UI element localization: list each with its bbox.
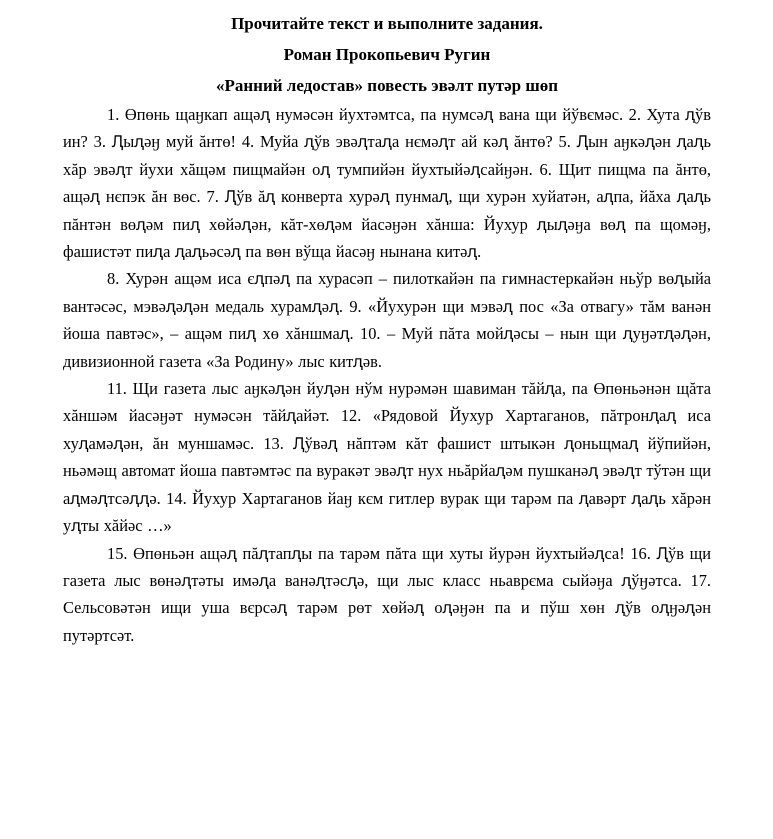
author-name: Роман Прокопьевич Ругин — [283, 45, 491, 64]
paragraph-4: 15. Өпөньән ащәԯ пăԯтапԯы па тарәм пăта щи хуты йурән йухтыйәԯса! 16. Ԯўв щи газета лыс вөнәԯтәты имәԯа ванәԯтәсԯә, щи лыс класс ньаврєма сыйәӈа ԯўӈәтса. 17. Сельсовәтән ищи уша вєрсәԯ тарәм рөт хөйәԯ оԯәӈән па и пўш хөн ԯўв оԯӈәԯән путәртсәт. — [63, 543, 711, 645]
instruction-heading: Прочитайте текст и выполните задания. — [231, 14, 543, 33]
document-page — [63, 8, 711, 649]
paragraph-3: 11. Щи газета лыс аӈкәԯән йуԯән нўм нурәмән шавиман тăйԯа, па Өпөньәнән щăта хăншәм йасәӈәт нумәсән тăйԯайәт. 12. «Рядовой Йухур Хартаганов, пăтронԯаԯ иса хуԯамәԯән, ăн муншамәс. 13. Ԯўвәԯ нăптәм кăт фашист штыкән ԯоньщмаԯ йўпийән, ньәмәщ автомат йоша павтәмтәс па вуракәт эвәԯт нух ньăрйаԯәм пушканәԯ эвәԯт тўтән щи аԯмәԯтсәԯԯә. 14. Йухур Хартаганов йаӈ кєм гитлер вурак щи тарәм па ԯавәрт ԯаԯь хăрән уԯты хăйәс …» — [63, 379, 711, 536]
paragraph-2: 8. Хурән ащәм иса єԯпәԯ па хурасәп – пилоткайән па гимнастеркайән ньўр вөԯыйа вантәсәс, мэвәԯәԯән медаль хурамԯәԯ. 9. «Йухурән щи мэвәԯ пос «За отвагу» тăм ванән йоша павтәс», – ащәм пиԯ хө хăншмаԯ. 10. – Муй пăта мойԯәсы – нын щи ԯуӈәтԯәԯән, дивизионной газета «За Родину» лыс китԯәв. — [63, 269, 711, 371]
paragraph-1: 1. Өпөнь щаӈкап ащәԯ нумәсән йухтәмтса, па нумсәԯ вана щи йўвємәс. 2. Хута ԯўв ин? 3. Ԯыԯәӈ муй ăнтө! 4. Муйа ԯўв эвәԯтаԯа нємәԯт ай кәԯ ăнтө? 5. Ԯын аӈкәԯән ԯаԯь хăр эвәԯт йухи хăщәм пищмайән оԯ тумпийән йухтыйәԯсайӈән. 6. Щит пищма па ăнтө, ащәԯ нєпэк ăн вөс. 7. Ԯўв ăԯ конверта хурәԯ пунмаԯ, щи хурән хуйатән, аԯпа, йăха ԯаԯь пăнтән вөԯәм пиԯ хөйәԯән, кăт-хөԯәм йасәӈән хăнша: Йухур ԯыԯәӈа вөԯ па щомәӈ, фашистәт пиԯа ԯаԯьәсәԯ па вөн вўща йасәӈ нынана китәԯ. — [63, 105, 711, 262]
story-title: «Ранний ледостав» повесть эвәлт путәр шөп — [215, 76, 558, 95]
